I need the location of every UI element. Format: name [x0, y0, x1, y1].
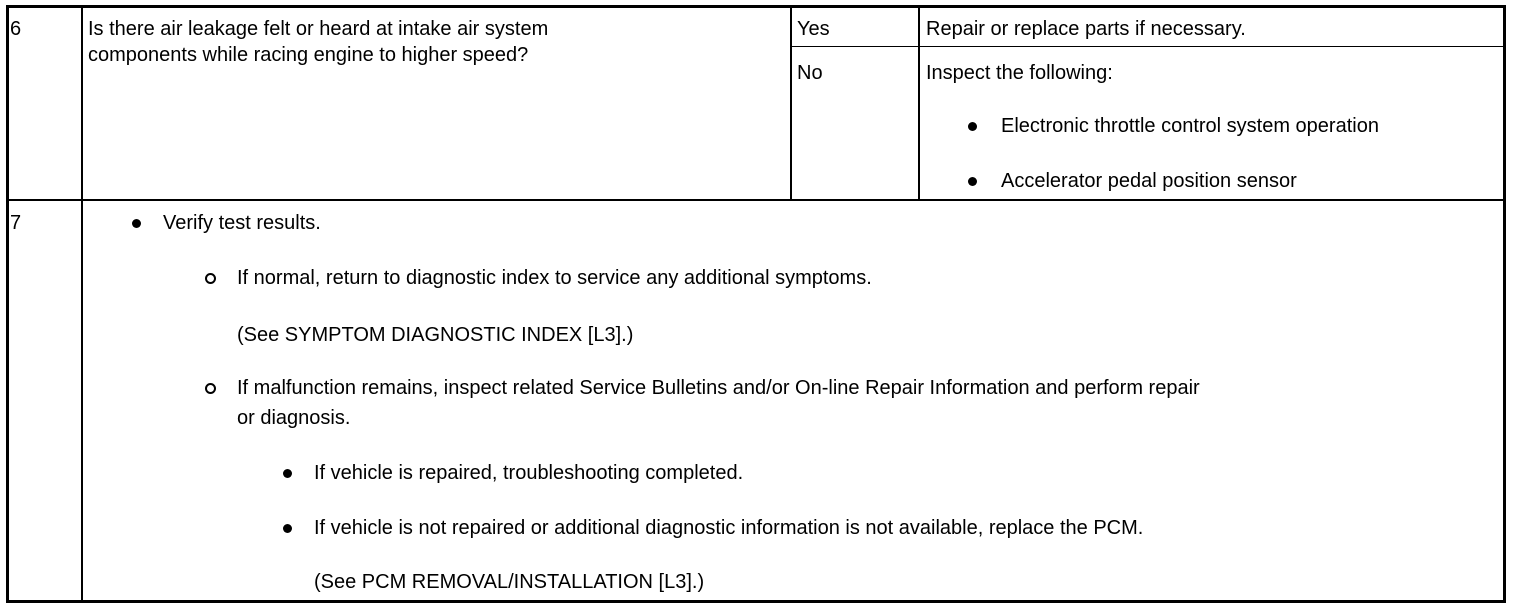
question-line-1: Is there air leakage felt or heard at intake air system	[88, 18, 549, 40]
no-label: No	[797, 62, 823, 84]
open-bullet-icon	[205, 383, 216, 394]
yes-label: Yes	[797, 18, 830, 40]
yes-no-divider	[790, 46, 1506, 47]
bullet-icon	[283, 524, 292, 533]
answer-column-divider	[790, 5, 792, 200]
sub-bullet-text-line-1: If malfunction remains, inspect related Service Bulletins and/or On-line Repair Information and perform repair	[237, 377, 1200, 399]
sub-bullet-text: If normal, return to diagnostic index to service any additional symptoms.	[237, 267, 872, 289]
question-line-2: components while racing engine to higher speed?	[88, 44, 529, 66]
inspect-item: Electronic throttle control system operation	[1001, 115, 1379, 137]
main-bullet-text: Verify test results.	[163, 212, 321, 234]
bullet-icon	[968, 122, 977, 131]
no-action: Inspect the following:	[926, 62, 1113, 84]
bullet-icon	[132, 219, 141, 228]
outcome-item: If vehicle is repaired, troubleshooting completed.	[314, 462, 744, 484]
row-divider	[6, 199, 1506, 201]
step-number-6: 6	[10, 18, 22, 40]
yes-action: Repair or replace parts if necessary.	[926, 18, 1246, 40]
bullet-icon	[283, 469, 292, 478]
step-number-7: 7	[10, 212, 22, 234]
bullet-icon	[968, 177, 977, 186]
outcome-item: If vehicle is not repaired or additional diagnostic information is not available, replace the PCM.	[314, 517, 1144, 539]
sub-bullet-reference: (See SYMPTOM DIAGNOSTIC INDEX [L3].)	[237, 324, 634, 346]
open-bullet-icon	[205, 273, 216, 284]
diagnostic-table	[6, 5, 1506, 603]
outcome-reference: (See PCM REMOVAL/INSTALLATION [L3].)	[314, 571, 705, 593]
action-column-divider	[918, 5, 920, 200]
inspect-item: Accelerator pedal position sensor	[1001, 170, 1297, 192]
sub-bullet-text-line-2: or diagnosis.	[237, 407, 351, 429]
step-column-divider	[81, 5, 83, 603]
